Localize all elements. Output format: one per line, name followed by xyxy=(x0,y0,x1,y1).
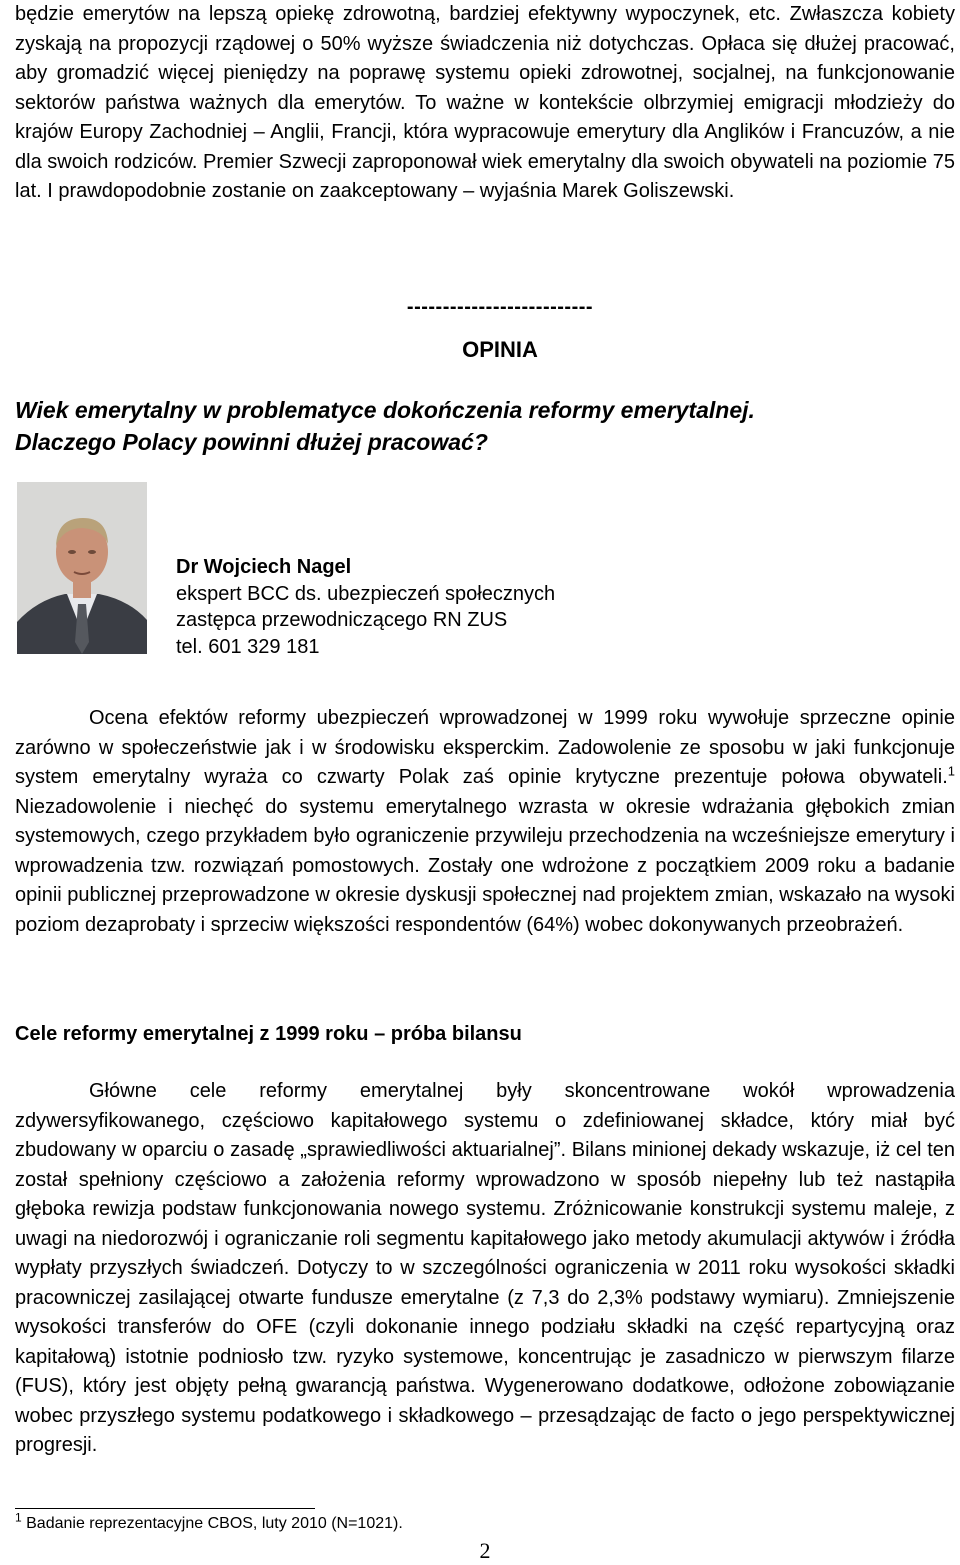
footnote-reference[interactable]: 1 xyxy=(947,763,955,779)
footnote-text: Badanie reprezentacyjne CBOS, luty 2010 (N=1021). xyxy=(21,1515,403,1532)
section-heading: Cele reformy emerytalnej z 1999 roku – próba bilansu xyxy=(15,1023,522,1045)
author-info xyxy=(176,554,555,660)
footnote-divider xyxy=(15,1508,315,1509)
opinion-paragraph-part-1: Ocena efektów reformy ubezpieczeń wprowadzonej w 1999 roku wywołuje sprzeczne opinie zarówno w społeczeństwie jak i w środowisku eksperckim. Zadowolenie ze sposobu w jaki funkcjonuje system emerytalny wyraża co czwarty Polak zaś opinie krytyczne prezentuje połowa obywateli. xyxy=(15,707,955,788)
opinion-label: OPINIA xyxy=(462,337,538,362)
author-portrait-image xyxy=(17,482,147,654)
footnote-mark: 1 xyxy=(15,1510,22,1525)
author-role-2: zastępca przewodniczącego RN ZUS xyxy=(176,609,508,631)
footnote xyxy=(15,1510,403,1533)
opinion-paragraph xyxy=(15,704,955,940)
opinion-title-line-1: Wiek emerytalny w problematyce dokończenia reformy emerytalnej. xyxy=(15,397,755,423)
author-role-1: ekspert BCC ds. ubezpieczeń społecznych xyxy=(176,582,556,605)
author-photo xyxy=(17,482,147,654)
opinion-title xyxy=(15,394,955,458)
page-number: 2 xyxy=(479,1538,491,1563)
intro-paragraph: będzie emerytów na lepszą opiekę zdrowotną, bardziej efektywny wypoczynek, etc. Zwłaszcza kobiety zyskają na propozycji rządowej o 50% wyższe świadczenia niż dotychczas. Opłaca się dłużej pracować, aby gromadzić więcej pieniędzy na poprawę systemu opieki zdrowotnej, socjalnej, na funkcjonowanie sektorów państwa ważnych dla emerytów. To ważne w kontekście olbrzymiej emigracji młodzieży do krajów Europy Zachodniej – Anglii, Francji, która wypracowuje emerytury dla Anglików i Francuzów, a nie dla swoich rodziców. Premier Szwecji zaproponował wiek emerytalny dla swoich obywateli na poziomie 75 lat. I prawdopodobnie zostanie on zaakceptowany – wyjaśnia Marek Goliszewski. xyxy=(15,3,955,202)
reform-goals-paragraph: Główne cele reformy emerytalnej były skoncentrowane wokół wprowadzenia zdywersyfikowanego, częściowo kapitałowego systemu o zdefiniowanej składce, który miał być zbudowany w oparciu o zasadę „sprawiedliwości aktuarialnej”. Bilans minionej dekady wskazuje, iż cel ten został spełniony częściowo a założenia reformy wprowadzono w sposób niepełny lub też nastąpiła głęboka rewizja podstaw funkcjonowania nowego systemu. Zróżnicowanie konstrukcji systemu maleje, z uwagi na niedorozwój i ograniczanie roli segmentu kapitałowego jako metody akumulacji aktywów i źródła wypłaty przyszłych świadczeń. Dotyczy to w szczególności ograniczenia w 2011 roku wysokości składki pracowniczej zasilającej otwarte fundusze emerytalne (z 7,3 do 2,3% podstawy wymiaru). Zmniejszenie wysokości transferów do OFE (czyli dokonanie innego podziału składki na część repartycyjną oraz kapitałową) istotnie podniosło tzw. ryzyko systemowe, koncentrując je zasadniczo w pierwszym filarze (FUS), który jest objęty pełną gwarancją państwa. Wygenerowano dodatkowe, odłożone zobowiązanie wobec przyszłego systemu podatkowego i składkowego – przesądzając de facto o jego perspektywicznej progresji. xyxy=(15,1080,955,1456)
opinion-paragraph-part-2: Niezadowolenie i niechęć do systemu emerytalnego wzrasta w okresie wdrażania głębokich zmian systemowych, czego przykładem było ograniczenie przywileju przechodzenia na wcześniejsze emerytury i wprowadzenia tzw. rozwiązań pomostowych. Zostały one wdrożone z początkiem 2009 roku a badanie opinii publicznej przeprowadzone w okresie dyskusji społecznej nad projektem zmian, wskazało na wysoki poziom dezaprobaty i sprzeciw większości respondentów (64%) wobec dokonywanych przeobrażeń. xyxy=(15,795,955,936)
opinion-title-line-2: Dlaczego Polacy powinni dłużej pracować? xyxy=(15,429,488,455)
author-phone: tel. 601 329 181 xyxy=(176,635,320,658)
author-name: Dr Wojciech Nagel xyxy=(176,556,352,578)
section-separator: -------------------------- xyxy=(406,296,594,318)
